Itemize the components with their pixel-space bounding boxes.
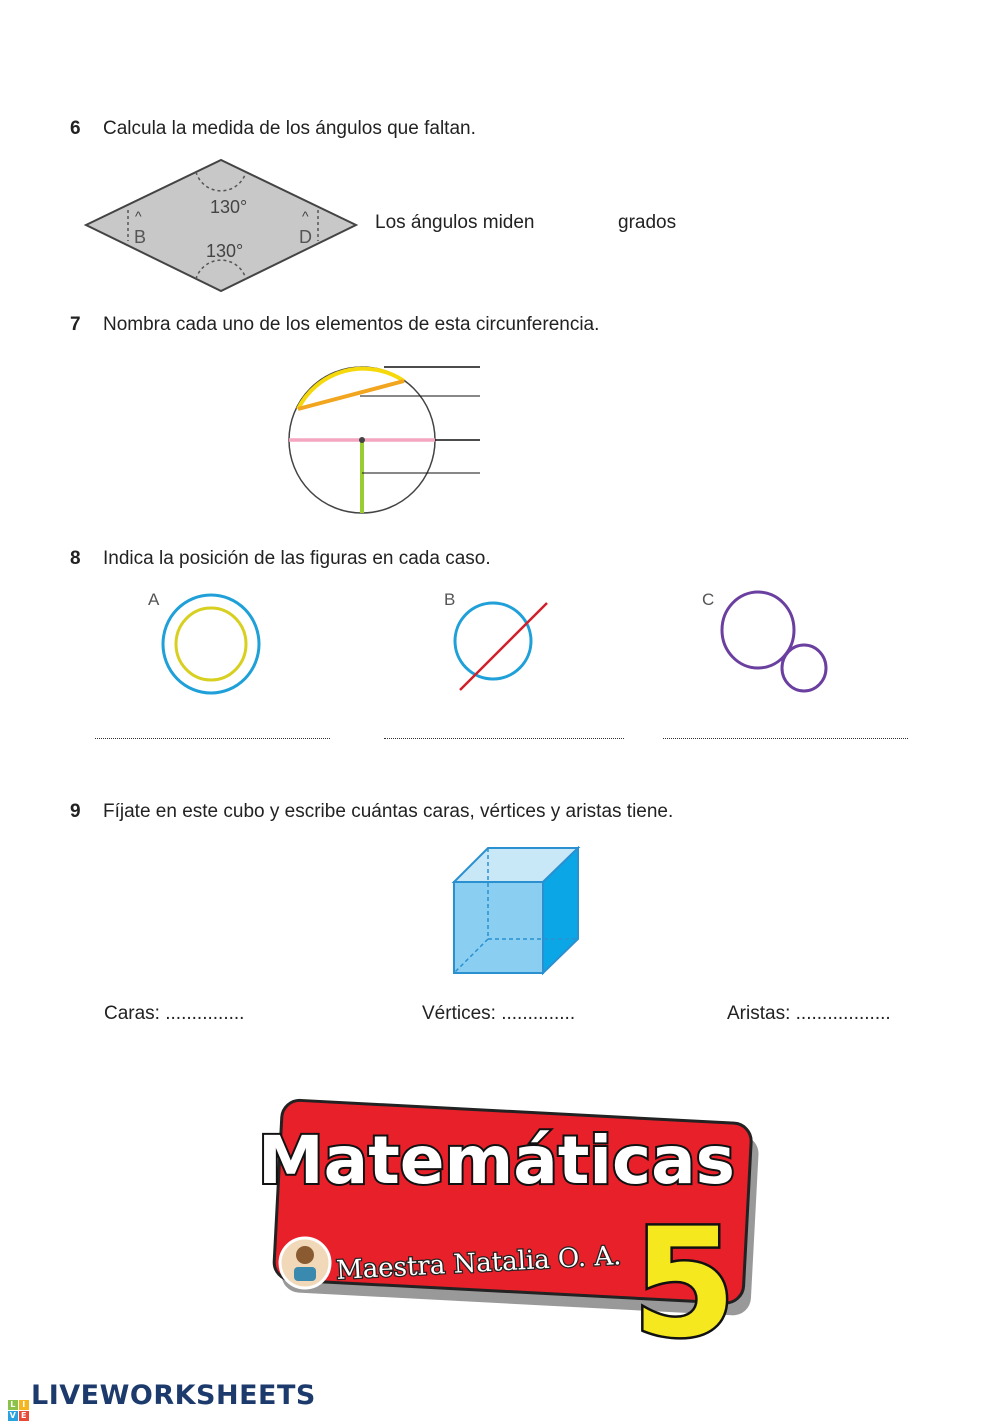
- brand-text: LIVEWORKSHEETS: [31, 1380, 316, 1411]
- tangent-circles-figure: [715, 590, 835, 695]
- faces-dots: ...............: [165, 1003, 245, 1024]
- logo-subtitle: Maestra Natalia O. A.: [335, 1241, 623, 1286]
- chord-answer-input[interactable]: [485, 386, 605, 406]
- answer-prefix: Los ángulos miden: [375, 212, 535, 233]
- question-7-prompt: Nombra cada uno de los elementos de esta circunferencia.: [103, 314, 600, 335]
- edges-dots: ..................: [795, 1003, 891, 1024]
- case-b-label: B: [444, 590, 456, 609]
- question-8-prompt: Indica la posición de las figuras en cada caso.: [103, 548, 491, 569]
- question-6-number: 6: [70, 118, 81, 139]
- angle-top-label: 130°: [210, 197, 248, 217]
- matematicas-logo: [250, 1095, 770, 1360]
- secant-line-circle-figure: [450, 595, 555, 695]
- svg-text:^: ^: [135, 208, 142, 224]
- angle-answer-input[interactable]: [560, 210, 610, 234]
- prism-figure: [445, 842, 585, 977]
- radius-answer-input[interactable]: [485, 463, 605, 483]
- vertices-dots: ..............: [501, 1003, 576, 1024]
- question-7-number: 7: [70, 314, 81, 335]
- case-a-answer-input[interactable]: [95, 738, 330, 739]
- diameter-answer-input[interactable]: [485, 430, 605, 450]
- angle-b-label: B: [134, 227, 147, 247]
- logo-grade: 5: [632, 1197, 737, 1360]
- circle-figure: [280, 355, 490, 525]
- question-8-number: 8: [70, 548, 81, 569]
- case-c-answer-input[interactable]: [663, 738, 908, 739]
- angle-d-label: D: [299, 227, 312, 247]
- case-c-label: C: [702, 590, 715, 609]
- liveworksheets-logo-icon: L I V E: [8, 1400, 29, 1421]
- edges-label: Aristas:: [727, 1003, 791, 1024]
- question-6-prompt: Calcula la medida de los ángulos que faltan.: [103, 118, 476, 139]
- answer-suffix: grados: [618, 212, 677, 233]
- rhombus-figure: [80, 155, 365, 300]
- edges-field[interactable]: [727, 1003, 891, 1025]
- faces-label: Caras:: [104, 1003, 160, 1024]
- case-a-label: A: [148, 590, 160, 609]
- angle-bottom-label: 130°: [206, 241, 244, 261]
- arc-answer-input[interactable]: [485, 357, 605, 377]
- liveworksheets-brand: [8, 1380, 316, 1421]
- question-9-number: 9: [70, 801, 81, 822]
- vertices-label: Vértices:: [422, 1003, 496, 1024]
- question-9-prompt: Fíjate en este cubo y escribe cuántas caras, vértices y aristas tiene.: [103, 801, 674, 822]
- logo-title: Matemáticas: [258, 1122, 735, 1199]
- case-b-answer-input[interactable]: [384, 738, 624, 739]
- faces-field[interactable]: [104, 1003, 244, 1025]
- svg-text:^: ^: [302, 208, 309, 224]
- vertices-field[interactable]: [422, 1003, 575, 1025]
- concentric-circles-figure: [155, 590, 270, 700]
